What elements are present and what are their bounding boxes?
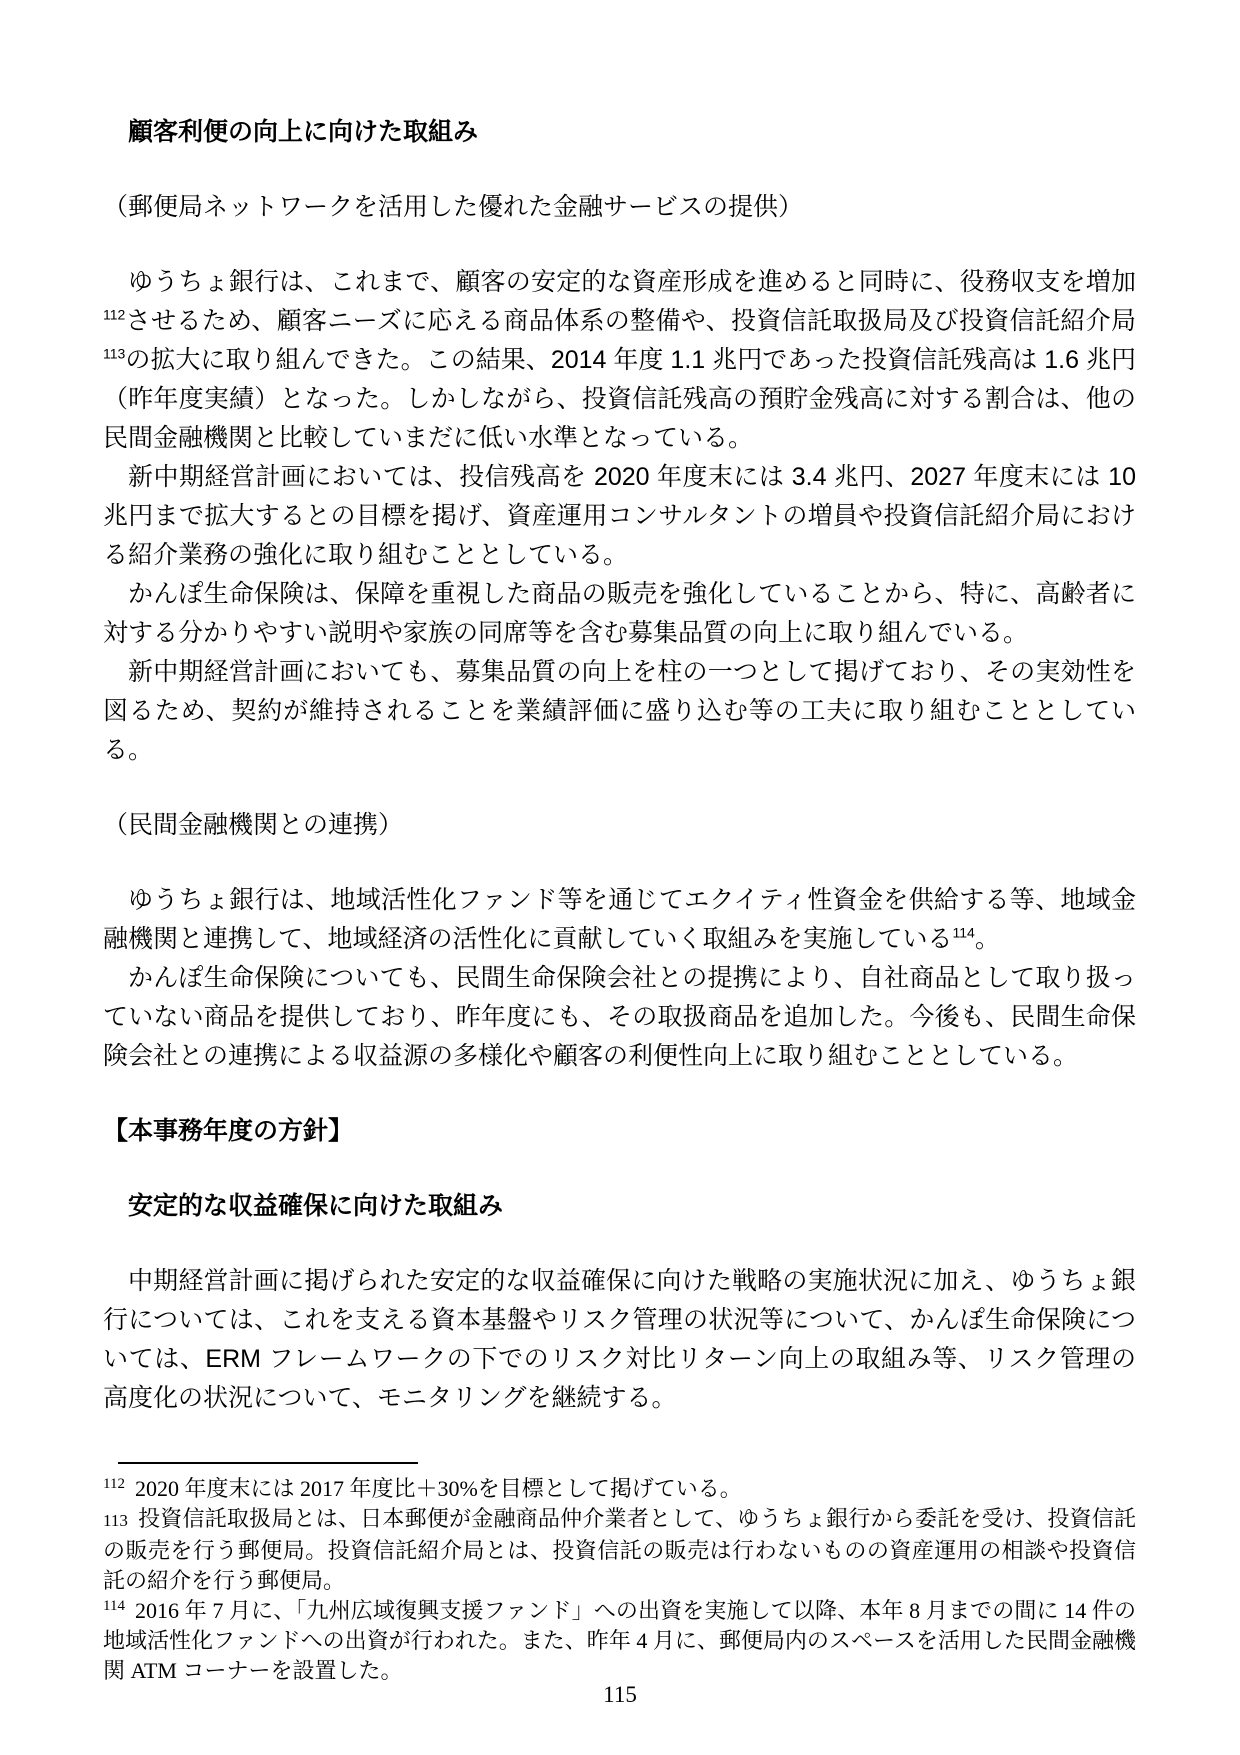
footnote-marker: 113	[103, 1511, 128, 1530]
text-run: 【本事務年度の方針】	[103, 1117, 354, 1145]
text-run: （民間金融機関との連携）	[103, 811, 404, 839]
section-heading	[103, 1112, 1136, 1151]
text-run: させるため、顧客ニーズに応える商品体系の整備や、投資信託取扱局及び投資信託紹介局	[125, 307, 1136, 335]
text-run: ゆうちょ銀行は、これまで、顧客の安定的な資産形成を進めると同時に、役務収支を増加	[128, 268, 1136, 296]
spacer	[103, 845, 1136, 881]
footnote	[103, 1474, 1136, 1504]
text-run: かんぽ生命保険は、保障を重視した商品の販売を強化していることから、特に、高齢者に対する分かりやすい説明や家族の同席等を含む募集品質の向上に取り組んでいる。	[103, 580, 1136, 647]
section-heading	[103, 113, 1136, 152]
document-content	[103, 113, 1136, 1418]
footnote-text: 投資信託取扱局とは、日本郵便が金融商品仲介業者として、ゆうちょ銀行から委託を受け、投資信託の販売を行う郵便局。投資信託紹介局とは、投資信託の販売は行わないものの資産運用の相談や投資信託の紹介を行う郵便局。	[103, 1506, 1136, 1593]
text-run: 顧客利便の向上に向けた取組み	[128, 118, 479, 146]
body-paragraph	[103, 575, 1136, 653]
body-paragraph	[103, 653, 1136, 770]
footnote-text: 2016 年 7 月に、「九州広域復興支援ファンド」への出資を実施して以降、本年 8 月までの間に 14 件の地域活性化ファンドへの出資が行われた。また、昨年 4 月に、郵便局内のスペースを活用した民間金融機関 ATM コーナーを設置した。	[103, 1598, 1136, 1683]
text-run: 安定的な収益確保に向けた取組み	[128, 1192, 504, 1220]
footnotes	[103, 1474, 1136, 1686]
body-paragraph	[103, 959, 1136, 1076]
sub-heading	[103, 806, 1136, 845]
body-paragraph	[103, 1262, 1136, 1418]
footnote-ref: 113	[103, 345, 126, 362]
spacer	[103, 1151, 1136, 1187]
body-paragraph	[103, 881, 1136, 959]
footnote	[103, 1596, 1136, 1686]
text-run: 中期経営計画に掲げられた安定的な収益確保に向けた戦略の実施状況に加え、ゆうちょ銀行については、これを支える資本基盤やリスク管理の状況等について、かんぽ生命保険については、ERM フレームワークの下でのリスク対比リターン向上の取組み等、リスク管理の高度化の状況について、モニタリングを継続する。	[103, 1267, 1136, 1412]
body-paragraph	[103, 458, 1136, 575]
spacer	[103, 1226, 1136, 1262]
spacer	[103, 1076, 1136, 1112]
footnote	[103, 1504, 1136, 1596]
footnote-ref: 112	[103, 306, 126, 323]
text-run: 新中期経営計画においては、投信残高を 2020 年度末には 3.4 兆円、2027 年度末には 10 兆円まで拡大するとの目標を掲げ、資産運用コンサルタントの増員や投資信託紹介局における紹介業務の強化に取り組むこととしている。	[103, 463, 1136, 569]
spacer	[103, 227, 1136, 263]
footnote-ref: 114	[952, 924, 975, 941]
footnote-marker: 114	[103, 1597, 125, 1614]
footnote-text: 2020 年度末には 2017 年度比＋30%を目標として掲げている。	[134, 1476, 742, 1501]
spacer	[103, 152, 1136, 188]
sub-heading	[103, 188, 1136, 227]
section-heading	[103, 1187, 1136, 1226]
text-run: の拡大に取り組んできた。この結果、2014 年度 1.1 兆円であった投資信託残高は 1.6 兆円（昨年度実績）となった。しかしながら、投資信託残高の預貯金残高に対する割合は、他の民間金融機関と比較していまだに低い水準となっている。	[103, 346, 1136, 452]
page-number: 115	[603, 1682, 637, 1707]
text-run: 。	[974, 925, 1000, 953]
text-run: かんぽ生命保険についても、民間生命保険会社との提携により、自社商品として取り扱っていない商品を提供しており、昨年度にも、その取扱商品を追加した。今後も、民間生命保険会社との連携による収益源の多様化や顧客の利便性向上に取り組むこととしている。	[103, 964, 1136, 1070]
footnote-marker: 112	[103, 1475, 125, 1492]
text-run: ゆうちょ銀行は、地域活性化ファンド等を通じてエクイティ性資金を供給する等、地域金融機関と連携して、地域経済の活性化に貢献していく取組みを実施している	[103, 886, 1136, 953]
text-run: 新中期経営計画においても、募集品質の向上を柱の一つとして掲げており、その実効性を図るため、契約が維持されることを業績評価に盛り込む等の工夫に取り組むこととしている。	[103, 658, 1136, 764]
spacer	[103, 770, 1136, 806]
footnote-separator	[118, 1462, 418, 1464]
text-run: （郵便局ネットワークを活用した優れた金融サービスの提供）	[103, 193, 804, 221]
footnote-area	[103, 1462, 1136, 1686]
body-paragraph	[103, 263, 1136, 458]
